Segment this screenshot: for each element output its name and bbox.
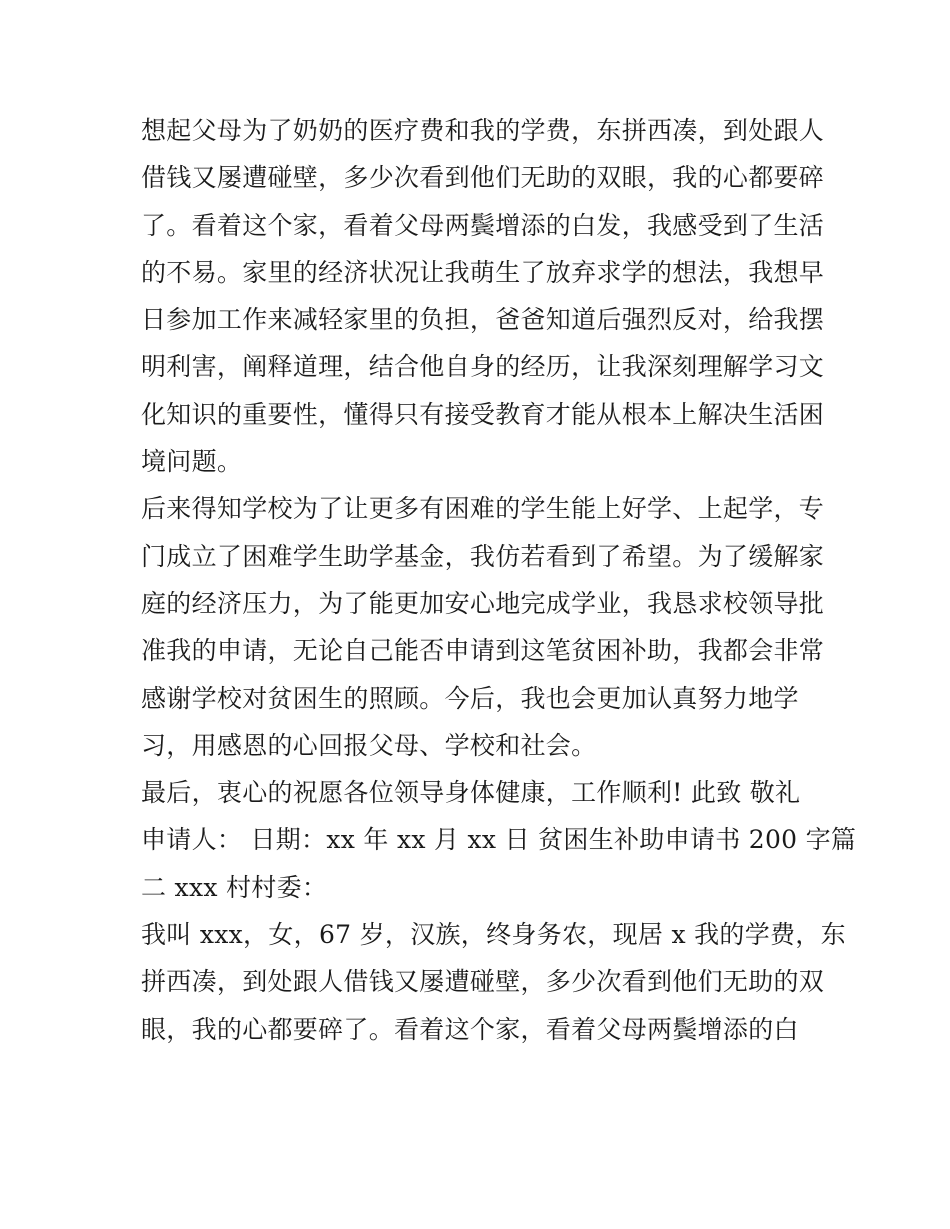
text-line: 最后，衷心的祝愿各位领导身体健康，工作顺利! 此致 敬礼 xyxy=(141,778,801,808)
text-line: 化知识的重要性，懂得只有接受教育才能从根本上解决生活困 xyxy=(141,399,825,429)
text-line: 后来得知学校为了让更多有困难的学生能上好学、上起学，专 xyxy=(141,494,825,524)
text-line: 境问题。 xyxy=(141,447,243,477)
text-line: 明利害，阐释道理，结合他自身的经历，让我深刻理解学习文 xyxy=(141,352,825,382)
text-line: 了。看着这个家，看着父母两鬓增添的白发，我感受到了生活 xyxy=(141,210,825,240)
text-line: 感谢学校对贫困生的照顾。今后，我也会更加认真努力地学 xyxy=(141,683,799,713)
text-line: 的不易。家里的经济状况让我萌生了放弃求学的想法，我想早 xyxy=(141,257,825,287)
text-line: 申请人： 日期：xx 年 xx 月 xx 日 贫困生补助申请书 200 字篇 xyxy=(141,825,857,855)
text-line: 眼，我的心都要碎了。看着这个家，看着父母两鬓增添的白 xyxy=(141,1014,799,1044)
text-line: 门成立了困难学生助学基金，我仿若看到了希望。为了缓解家 xyxy=(141,541,825,571)
text-line: 准我的申请，无论自己能否申请到这笔贫困补助，我都会非常 xyxy=(141,636,825,666)
document-body xyxy=(141,107,857,1053)
text-line: 习，用感恩的心回报父母、学校和社会。 xyxy=(141,730,597,760)
text-line: 庭的经济压力，为了能更加安心地完成学业，我恳求校领导批 xyxy=(141,588,825,618)
text-line: 我叫 xxx，女，67 岁，汉族，终身务农，现居 x 我的学费，东 xyxy=(141,920,846,950)
text-line: 借钱又屡遭碰壁，多少次看到他们无助的双眼，我的心都要碎 xyxy=(141,163,825,193)
text-line: 想起父母为了奶奶的医疗费和我的学费，东拼西凑，到处跟人 xyxy=(141,116,825,145)
text-line: 拼西凑，到处跟人借钱又屡遭碰壁，多少次看到他们无助的双 xyxy=(141,967,825,997)
text-line: 日参加工作来减轻家里的负担，爸爸知道后强烈反对，给我摆 xyxy=(141,305,825,335)
text-line: 二 xxx 村村委： xyxy=(141,872,328,902)
